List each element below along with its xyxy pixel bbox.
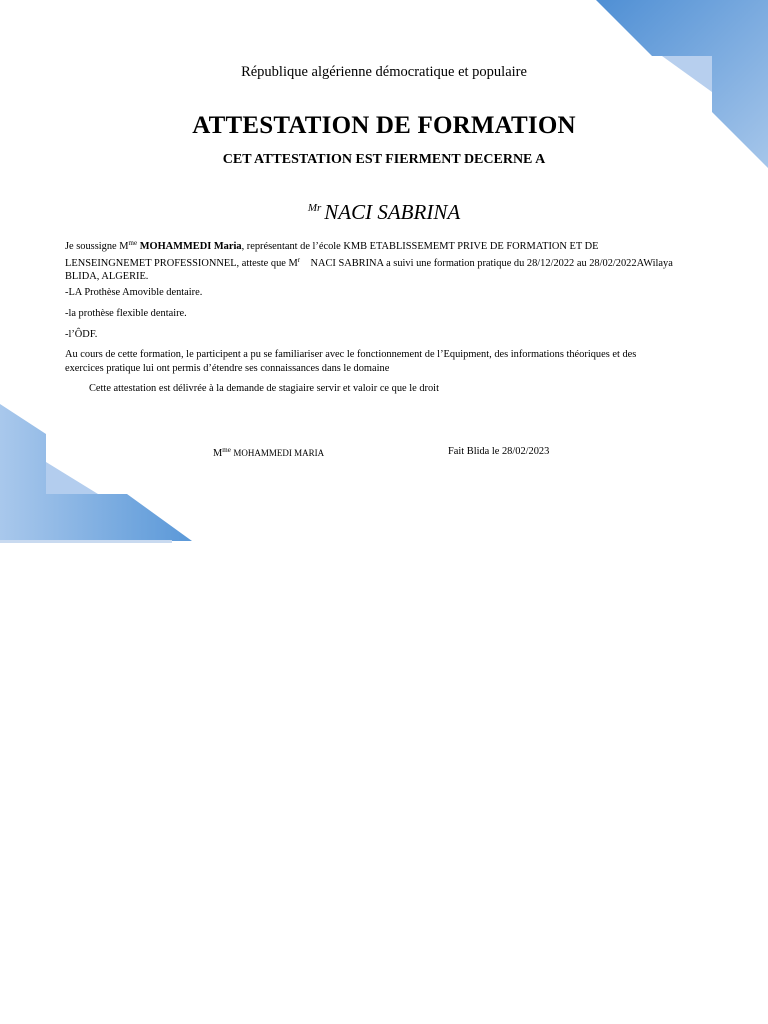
- signature-name: [213, 446, 324, 459]
- signature-date: Fait Blida le 28/02/2023: [448, 446, 550, 457]
- signature-honorific-sup: me: [222, 446, 231, 454]
- paragraph-prefix: Je soussigne M: [65, 241, 129, 252]
- recipient-honorific: Mr: [307, 202, 322, 214]
- top-right-corner-decoration: [596, 0, 768, 168]
- republic-heading: République algérienne démocratique et populaire: [241, 64, 527, 80]
- recipient-honorific-sup: r: [297, 255, 301, 264]
- signature-signer: MOHAMMEDI MARIA: [233, 448, 325, 458]
- signature-prefix: M: [213, 448, 223, 459]
- recipient-name: NACI SABRINA: [324, 200, 461, 224]
- signer-name: MOHAMMEDI Maria: [139, 241, 242, 252]
- training-item-3: -l’ÔDF.: [65, 329, 98, 340]
- paragraph-middle: , représentant de l’école KMB ETABLISSEMEMT PRIVE DE FORMATION ET DE LENSEINGNEMET PROFESSIONNEL, atteste que M: [65, 241, 599, 269]
- document-title: ATTESTATION DE FORMATION: [192, 112, 576, 139]
- training-description-paragraph: Au cours de cette formation, le participent a pu se familiariser avec le fonctionnement de l’Equipment, des informations théoriques et des exercices pratique lui ont permis d’étendre ses connaissances dans le domaine: [65, 349, 637, 374]
- bottom-left-corner-decoration: [0, 404, 192, 543]
- recipient-line: [0, 200, 768, 225]
- signer-honorific-sup: me: [128, 239, 138, 247]
- training-item-1: -LA Prothèse Amovible dentaire.: [65, 287, 203, 298]
- attestation-paragraph: [65, 237, 677, 284]
- document-subtitle: CET ATTESTATION EST FIERMENT DECERNE A: [222, 152, 546, 167]
- training-item-2: -la prothèse flexible dentaire.: [65, 308, 187, 319]
- paragraph-suffix: NACI SABRINA a suivi une formation pratique du 28/12/2022 au 28/02/2022AWilaya BLIDA, ALGERIE.: [65, 257, 676, 282]
- delivery-statement: Cette attestation est délivrée à la demande de stagiaire servir et valoir ce que le droit: [89, 383, 439, 394]
